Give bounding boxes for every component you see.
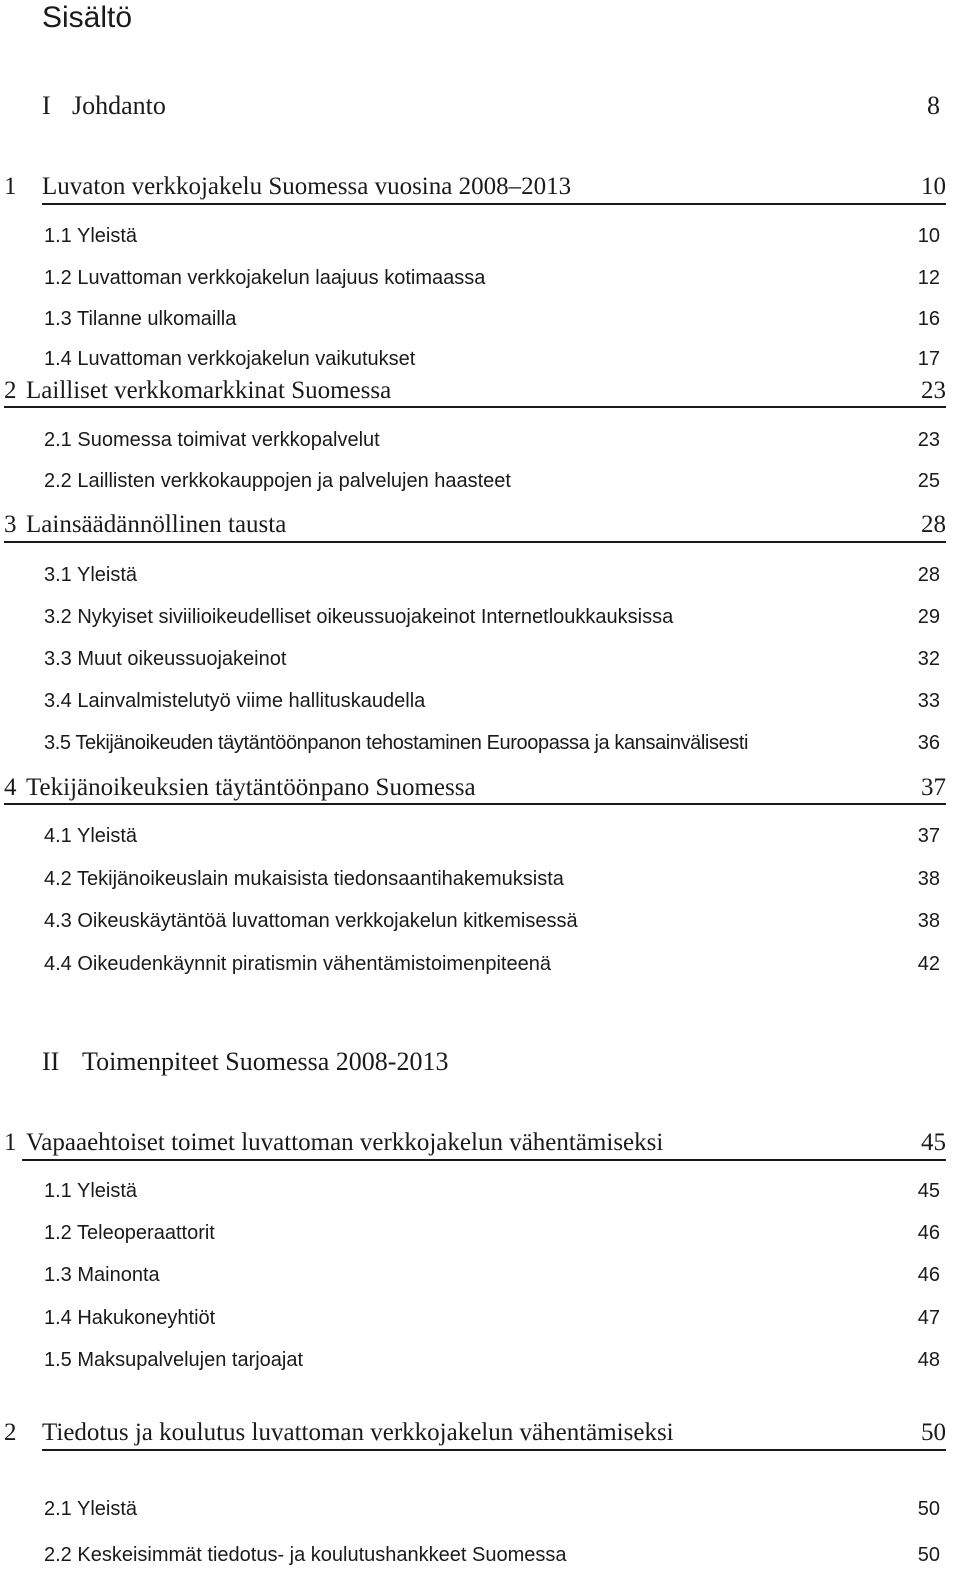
toc-entry-text: 4.2 Tekijänoikeuslain mukaisista tiedonsaantihakemuksista <box>44 868 564 890</box>
toc-entry[interactable] <box>44 306 940 332</box>
toc-entry-text: 1.1 Yleistä <box>44 225 138 247</box>
toc-entry-page: 29 <box>917 606 940 628</box>
chapter-number: 2 <box>4 377 17 404</box>
toc-entry[interactable] <box>44 951 940 977</box>
toc-entry-page: 48 <box>917 1349 940 1371</box>
chapter-title: Vapaaehtoiset toimet luvattoman verkkojakelun vähentämiseksi <box>26 1129 664 1156</box>
toc-entry-page: 46 <box>917 1264 940 1286</box>
chapter-page: 45 <box>921 1129 946 1156</box>
chapter-underline <box>22 1159 946 1161</box>
toc-entry[interactable] <box>44 265 940 291</box>
toc-entry[interactable] <box>44 562 940 588</box>
toc-entry[interactable] <box>44 604 940 630</box>
toc-entry-page: 38 <box>917 910 940 932</box>
toc-entry[interactable] <box>44 468 940 494</box>
toc-entry-page: 12 <box>917 267 940 289</box>
chapter-title: Luvaton verkkojakelu Suomessa vuosina 2008–2013 <box>42 173 572 200</box>
part-page: 8 <box>927 91 940 120</box>
toc-entry[interactable] <box>44 346 940 372</box>
toc-entry[interactable] <box>44 866 940 892</box>
toc-entry-text: 1.1 Yleistä <box>44 1180 138 1202</box>
toc-entry[interactable] <box>44 1347 940 1373</box>
chapter-underline <box>42 203 946 205</box>
toc-entry-text: 1.5 Maksupalvelujen tarjoajat <box>44 1349 304 1371</box>
toc-entry-text: 1.4 Luvattoman verkkojakelun vaikutukset <box>44 348 416 370</box>
toc-entry-text: 3.2 Nykyiset siviilioikeudelliset oikeussuojakeinot Internetloukkauksissa <box>44 606 674 628</box>
chapter-number: 3 <box>4 511 17 538</box>
toc-entry-page: 46 <box>917 1222 940 1244</box>
toc-entry-text: 2.2 Keskeisimmät tiedotus- ja koulutushankkeet Suomessa <box>44 1544 567 1566</box>
toc-entry-page: 32 <box>917 648 940 670</box>
chapter-page: 10 <box>921 173 946 200</box>
toc-entry[interactable] <box>44 646 940 672</box>
toc-entry-page: 50 <box>917 1498 940 1520</box>
chapter-underline <box>4 541 946 543</box>
chapter-title: Lailliset verkkomarkkinat Suomessa <box>26 377 392 404</box>
chapter-page: 37 <box>921 774 946 801</box>
toc-entry-text: 3.1 Yleistä <box>44 564 138 586</box>
toc-entry-text: 1.3 Mainonta <box>44 1264 160 1286</box>
toc-entry[interactable] <box>44 1542 940 1568</box>
toc-entry-text: 4.3 Oikeuskäytäntöä luvattoman verkkojakelun kitkemisessä <box>44 910 578 932</box>
toc-entry[interactable] <box>44 223 940 249</box>
chapter-heading <box>4 172 946 202</box>
toc-entry-page: 10 <box>917 225 940 247</box>
toc-entry[interactable] <box>44 427 940 453</box>
part-label: I <box>42 91 51 120</box>
chapter-page: 50 <box>921 1419 946 1446</box>
toc-entry-text: 1.2 Luvattoman verkkojakelun laajuus kotimaassa <box>44 267 486 289</box>
toc-entry-page: 47 <box>917 1307 940 1329</box>
toc-entry-text: 2.1 Suomessa toimivat verkkopalvelut <box>44 429 380 451</box>
toc-entry[interactable] <box>44 730 940 756</box>
toc-entry-text: 1.2 Teleoperaattorit <box>44 1222 215 1244</box>
toc-entry-page: 50 <box>917 1544 940 1566</box>
part-heading <box>42 91 940 121</box>
toc-entry-text: 2.1 Yleistä <box>44 1498 138 1520</box>
toc-entry-page: 38 <box>917 868 940 890</box>
toc-entry-text: 4.4 Oikeudenkäynnit piratismin vähentämistoimenpiteenä <box>44 953 551 975</box>
chapter-heading <box>4 510 946 540</box>
chapter-heading <box>4 376 946 406</box>
toc-entry-page: 28 <box>917 564 940 586</box>
toc-entry-page: 25 <box>917 470 940 492</box>
chapter-number: 4 <box>4 774 17 801</box>
toc-entry[interactable] <box>44 823 940 849</box>
toc-entry[interactable] <box>44 908 940 934</box>
page-title: Sisältö <box>42 1 133 34</box>
chapter-heading <box>4 1418 946 1448</box>
toc-entry-text: 4.1 Yleistä <box>44 825 138 847</box>
toc-entry[interactable] <box>44 1262 940 1288</box>
chapter-title: Lainsäädännöllinen tausta <box>26 511 287 538</box>
toc-entry-text: 1.4 Hakukoneyhtiöt <box>44 1307 216 1329</box>
toc-entry-page: 45 <box>917 1180 940 1202</box>
part-title: Johdanto <box>72 91 166 120</box>
chapter-title: Tiedotus ja koulutus luvattoman verkkojakelun vähentämiseksi <box>42 1419 674 1446</box>
toc-entry-text: 3.4 Lainvalmistelutyö viime hallituskaudella <box>44 690 426 712</box>
chapter-underline <box>4 803 946 805</box>
chapter-page: 23 <box>921 377 946 404</box>
chapter-heading <box>4 773 946 803</box>
chapter-number: 1 <box>4 1129 17 1156</box>
chapter-underline <box>4 406 946 408</box>
toc-entry-text: 3.3 Muut oikeussuojakeinot <box>44 648 287 670</box>
toc-entry-page: 42 <box>917 953 940 975</box>
toc-entry-page: 37 <box>917 825 940 847</box>
toc-entry-text: 1.3 Tilanne ulkomailla <box>44 308 237 330</box>
toc-entry-text: 2.2 Laillisten verkkokauppojen ja palvelujen haasteet <box>44 470 511 492</box>
toc-entry-page: 36 <box>917 732 940 754</box>
chapter-number: 1 <box>4 173 17 200</box>
toc-entry-page: 33 <box>917 690 940 712</box>
part-title: Toimenpiteet Suomessa 2008-2013 <box>82 1047 449 1076</box>
chapter-title: Tekijänoikeuksien täytäntöönpano Suomessa <box>26 774 476 801</box>
chapter-underline <box>42 1449 946 1451</box>
chapter-heading <box>4 1128 946 1158</box>
part-heading <box>42 1047 940 1077</box>
toc-entry[interactable] <box>44 1178 940 1204</box>
toc-entry-page: 16 <box>917 308 940 330</box>
toc-entry-page: 17 <box>917 348 940 370</box>
toc-entry[interactable] <box>44 688 940 714</box>
toc-entry-page: 23 <box>917 429 940 451</box>
toc-entry[interactable] <box>44 1305 940 1331</box>
chapter-number: 2 <box>4 1419 17 1446</box>
toc-entry-text: 3.5 Tekijänoikeuden täytäntöönpanon tehostaminen Euroopassa ja kansainvälisesti <box>44 732 749 754</box>
chapter-page: 28 <box>921 511 946 538</box>
part-label: II <box>42 1047 60 1076</box>
toc-entry[interactable] <box>44 1496 940 1522</box>
toc-entry[interactable] <box>44 1220 940 1246</box>
